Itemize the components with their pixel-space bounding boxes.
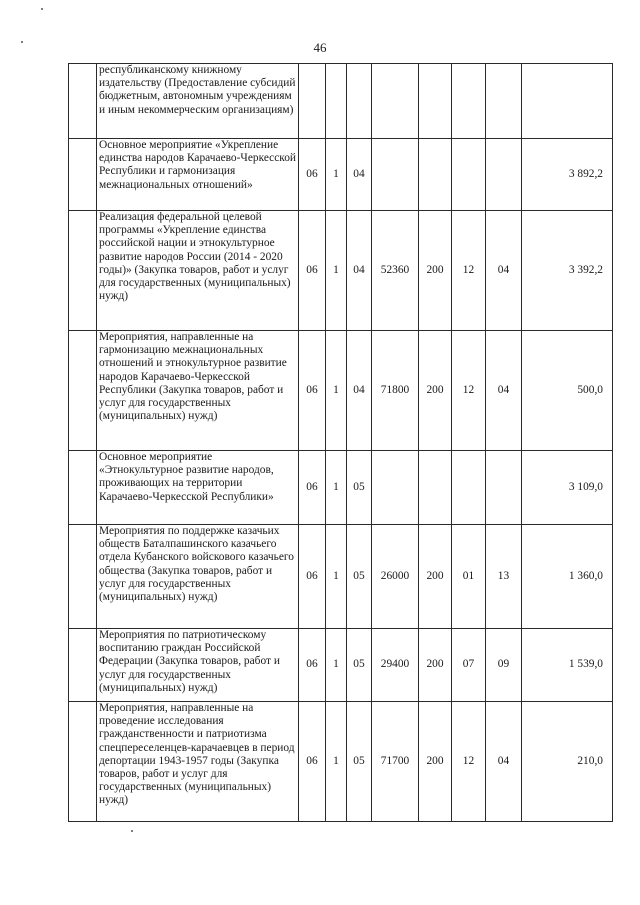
code-cell-code3: 05: [347, 451, 372, 525]
code-cell-code7: 09: [486, 629, 522, 702]
code-cell-code5: [419, 451, 452, 525]
row-number-cell: [69, 211, 97, 331]
page-number: 46: [313, 40, 327, 55]
code-cell-code4: [372, 451, 419, 525]
table-row: [69, 139, 613, 211]
code-cell-code4: 26000: [372, 525, 419, 629]
row-number-cell: [69, 629, 97, 702]
code-cell-code4: [372, 139, 419, 211]
table-row: [69, 451, 613, 525]
code-cell-code7: 04: [486, 211, 522, 331]
table-row: [69, 525, 613, 629]
code-cell-code3: 05: [347, 629, 372, 702]
amount-cell: 3 109,0: [522, 451, 613, 525]
amount-cell: 3 892,2: [522, 139, 613, 211]
item-name-cell: республиканскому книжному издательству (Предоставление субсидий бюджетным, автономным учреждениям и иным некоммерческим организациям): [97, 64, 299, 139]
amount-cell: 1 539,0: [522, 629, 613, 702]
code-cell-code6: 12: [452, 211, 486, 331]
code-cell-code5: 200: [419, 331, 452, 451]
item-name-cell: Реализация федеральной целевой программы «Укрепление единства российской нации и этнокультурное развитие народов России (2014 - 2020 годы)» (Закупка товаров, работ и услуг для государственных (муниципальных) нужд): [97, 211, 299, 331]
item-name-cell: Мероприятия, направленные на проведение исследования гражданственности и патриотизма спецпереселенцев-карачаевцев в период депортации 1943-1957 годы (Закупка товаров, работ и услуг для государственных (муниципальных) нужд): [97, 702, 299, 822]
code-cell-code2: 1: [326, 629, 347, 702]
code-cell-code6: 12: [452, 702, 486, 822]
code-cell-code1: 06: [299, 211, 326, 331]
item-name-cell: Мероприятия по патриотическому воспитанию граждан Российской Федерации (Закупка товаров, работ и услуг для государственных (муниципальных) нужд): [97, 629, 299, 702]
table-row: [69, 64, 613, 139]
table-row: [69, 211, 613, 331]
code-cell-code3: [347, 64, 372, 139]
code-cell-code6: [452, 64, 486, 139]
code-cell-code3: 04: [347, 139, 372, 211]
code-cell-code4: 71700: [372, 702, 419, 822]
code-cell-code2: 1: [326, 211, 347, 331]
amount-cell: 210,0: [522, 702, 613, 822]
code-cell-code2: [326, 64, 347, 139]
code-cell-code3: 04: [347, 211, 372, 331]
scan-speck: [41, 8, 43, 10]
row-number-cell: [69, 64, 97, 139]
code-cell-code2: 1: [326, 451, 347, 525]
code-cell-code3: 05: [347, 702, 372, 822]
code-cell-code1: 06: [299, 525, 326, 629]
code-cell-code5: [419, 139, 452, 211]
code-cell-code5: [419, 64, 452, 139]
amount-cell: 1 360,0: [522, 525, 613, 629]
code-cell-code7: 13: [486, 525, 522, 629]
row-number-cell: [69, 451, 97, 525]
code-cell-code1: 06: [299, 629, 326, 702]
code-cell-code6: [452, 139, 486, 211]
code-cell-code7: 04: [486, 331, 522, 451]
code-cell-code5: 200: [419, 525, 452, 629]
code-cell-code6: 07: [452, 629, 486, 702]
row-number-cell: [69, 702, 97, 822]
code-cell-code4: 52360: [372, 211, 419, 331]
code-cell-code7: [486, 139, 522, 211]
table-body: [69, 64, 613, 822]
code-cell-code2: 1: [326, 702, 347, 822]
code-cell-code4: [372, 64, 419, 139]
table-row: [69, 629, 613, 702]
item-name-cell: Мероприятия по поддержке казачьих обществ Баталпашинского казачьего отдела Кубанского войскового казачьего общества (Закупка товаров, работ и услуг для государственных (муниципальных) нужд): [97, 525, 299, 629]
code-cell-code3: 05: [347, 525, 372, 629]
amount-cell: 3 392,2: [522, 211, 613, 331]
table-row: [69, 331, 613, 451]
amount-cell: 500,0: [522, 331, 613, 451]
scan-speck: [21, 41, 23, 43]
item-name-cell: Основное мероприятие «Укрепление единства народов Карачаево-Черкесской Республики и гармонизация межнациональных отношений»: [97, 139, 299, 211]
code-cell-code1: 06: [299, 451, 326, 525]
code-cell-code2: 1: [326, 139, 347, 211]
code-cell-code3: 04: [347, 331, 372, 451]
scan-speck: [131, 830, 133, 832]
amount-cell: [522, 64, 613, 139]
table-row: [69, 702, 613, 822]
code-cell-code7: 04: [486, 702, 522, 822]
code-cell-code5: 200: [419, 702, 452, 822]
code-cell-code2: 1: [326, 525, 347, 629]
code-cell-code7: [486, 64, 522, 139]
code-cell-code1: 06: [299, 139, 326, 211]
code-cell-code1: 06: [299, 331, 326, 451]
code-cell-code6: [452, 451, 486, 525]
budget-table: [68, 63, 613, 822]
code-cell-code1: [299, 64, 326, 139]
code-cell-code4: 71800: [372, 331, 419, 451]
code-cell-code6: 12: [452, 331, 486, 451]
row-number-cell: [69, 139, 97, 211]
code-cell-code6: 01: [452, 525, 486, 629]
code-cell-code5: 200: [419, 629, 452, 702]
item-name-cell: Мероприятия, направленные на гармонизацию межнациональных отношений и этнокультурное развитие народов Карачаево-Черкесской Республики (Закупка товаров, работ и услуг для государственных (муниципальных) нужд): [97, 331, 299, 451]
code-cell-code7: [486, 451, 522, 525]
row-number-cell: [69, 525, 97, 629]
row-number-cell: [69, 331, 97, 451]
code-cell-code1: 06: [299, 702, 326, 822]
item-name-cell: Основное мероприятие «Этнокультурное развитие народов, проживающих на территории Карачаево-Черкесской Республики»: [97, 451, 299, 525]
code-cell-code5: 200: [419, 211, 452, 331]
code-cell-code2: 1: [326, 331, 347, 451]
code-cell-code4: 29400: [372, 629, 419, 702]
